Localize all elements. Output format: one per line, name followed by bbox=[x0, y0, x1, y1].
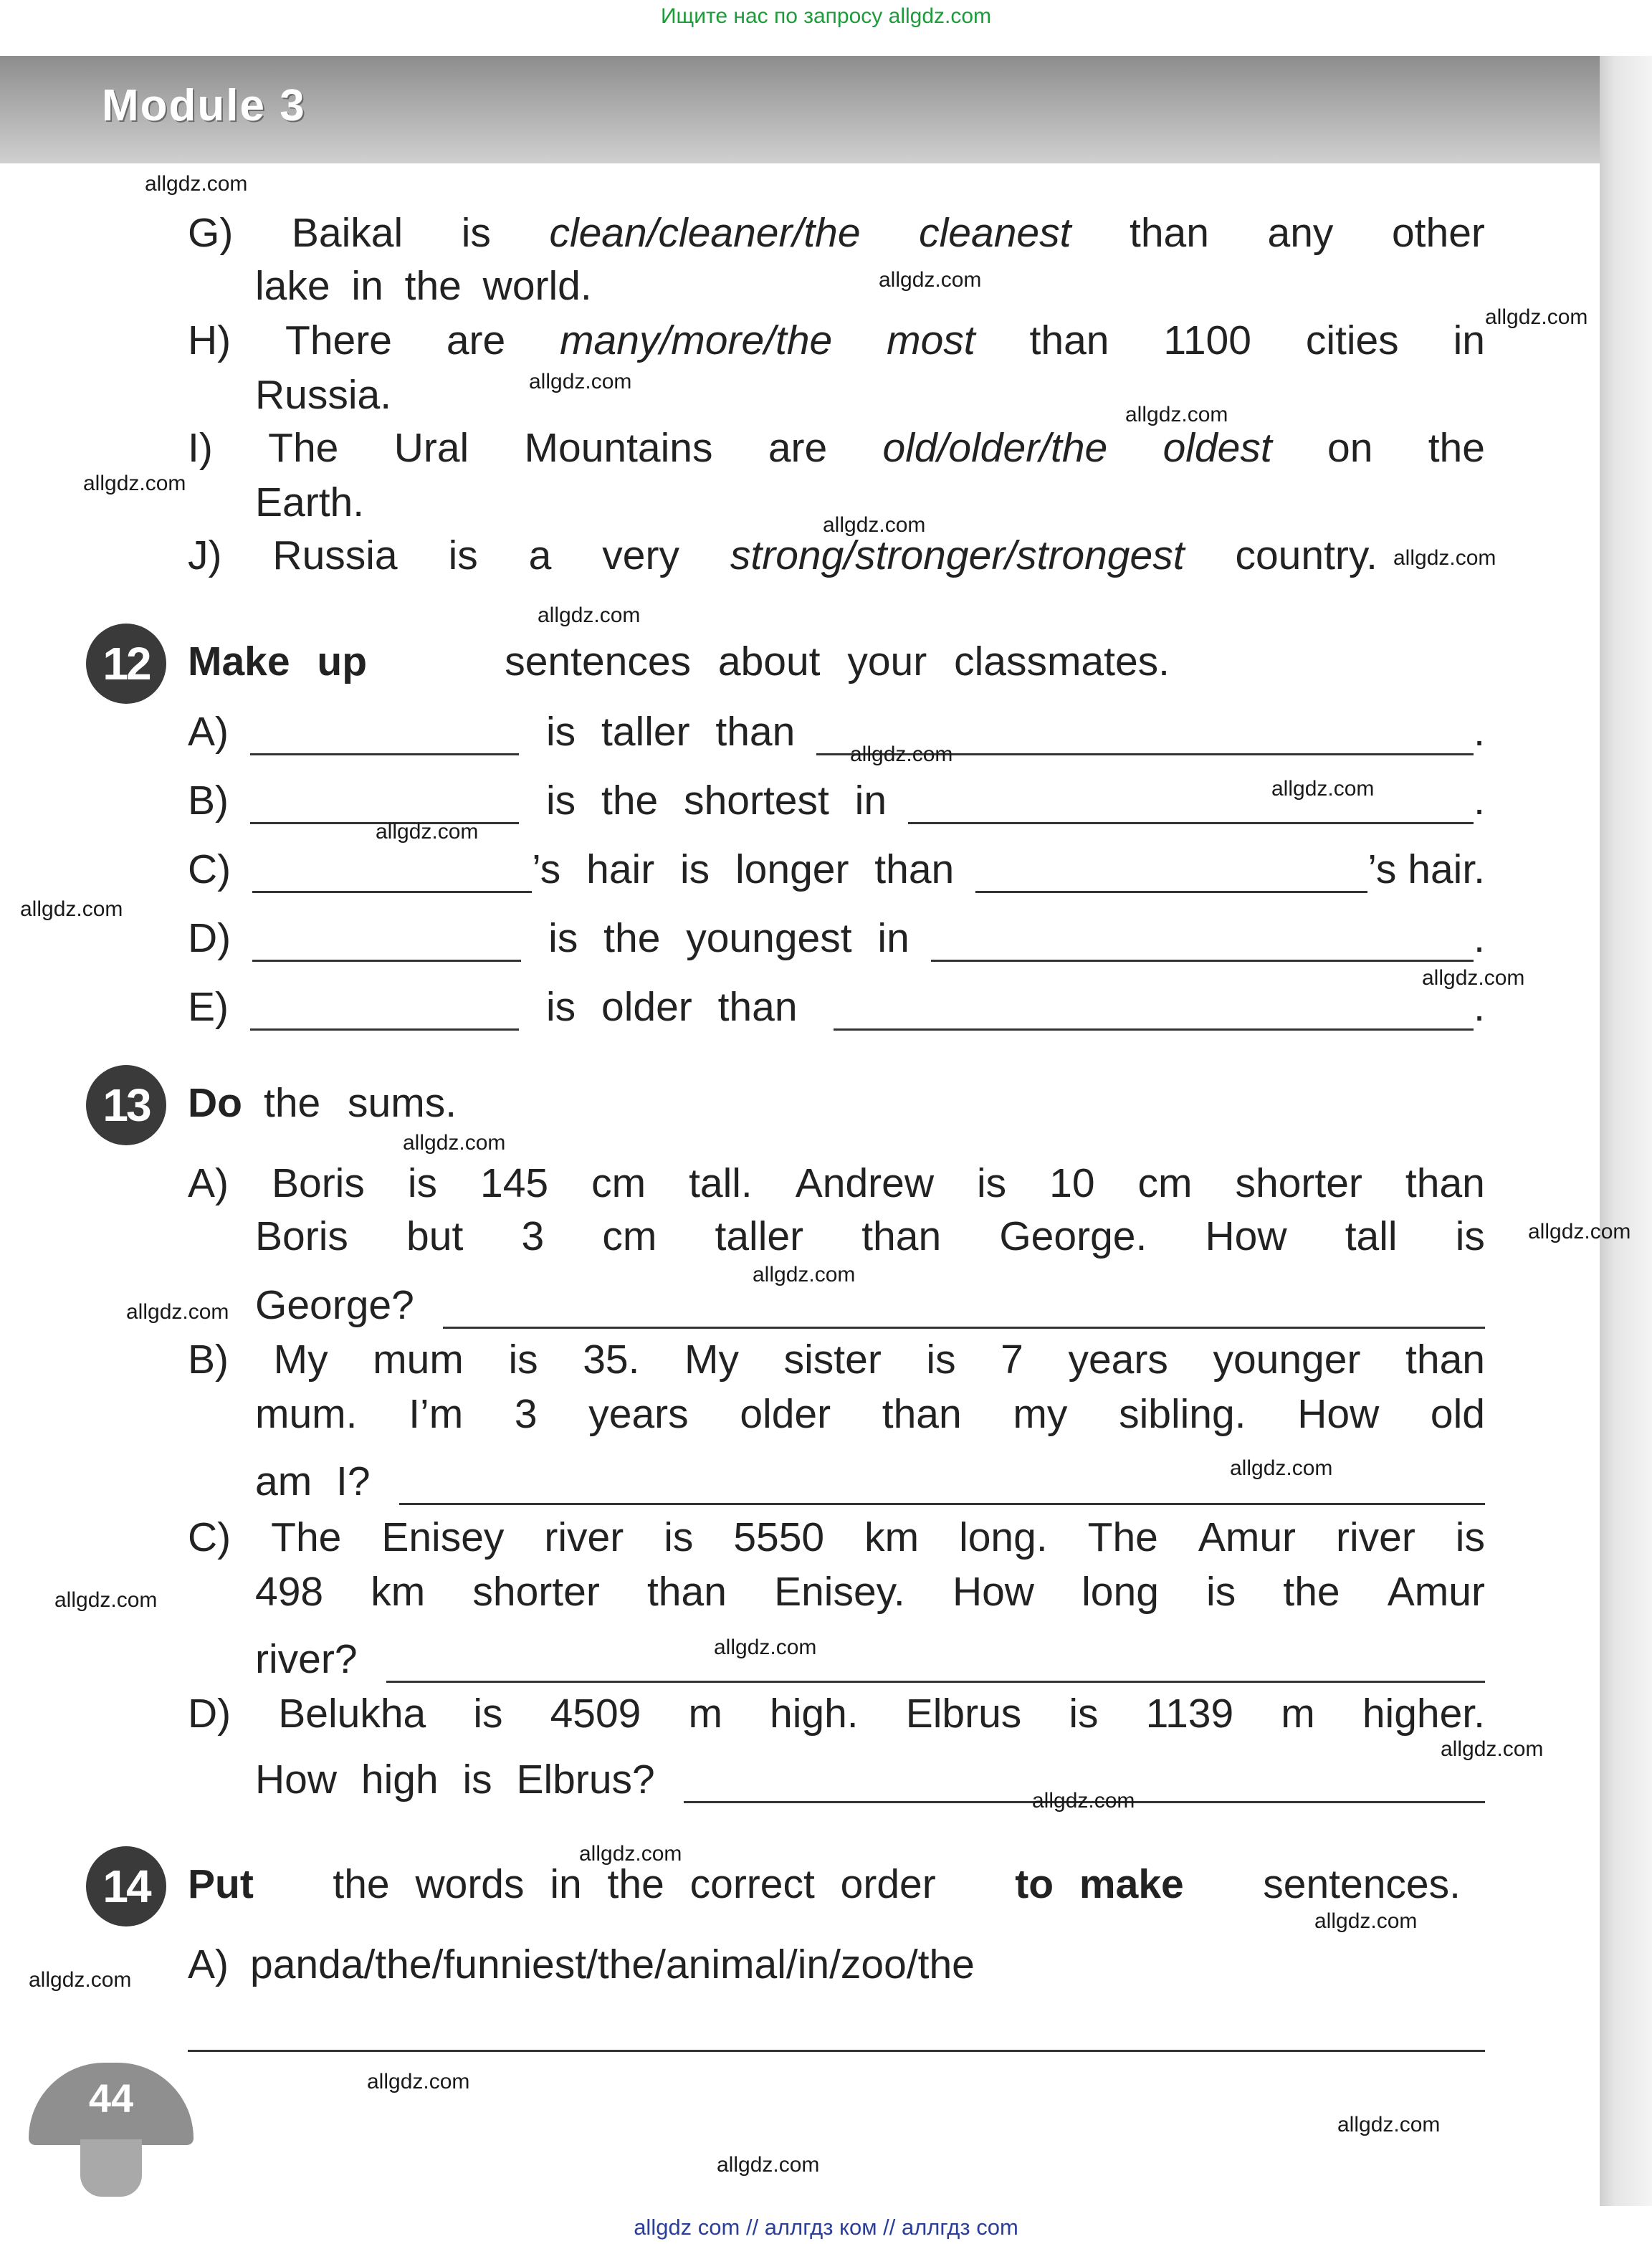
scrambled-words: panda/the/funniest/the/animal/in/zoo/the bbox=[250, 1942, 975, 1987]
ex12-item-e bbox=[188, 983, 1485, 1031]
exercise-12-number: 12 bbox=[86, 624, 166, 704]
word: Belukha bbox=[278, 1691, 426, 1737]
bottom-watermark-banner[interactable]: allgdz com // аллгдз ком // аллгдз com bbox=[634, 2215, 1018, 2240]
word: river bbox=[544, 1514, 624, 1560]
word: is bbox=[473, 1691, 503, 1737]
word: is bbox=[664, 1514, 694, 1560]
item-label: A) bbox=[188, 1160, 229, 1206]
word: 10 bbox=[1049, 1160, 1095, 1206]
word: shorter bbox=[472, 1569, 600, 1615]
ex13-a-line2 bbox=[255, 1213, 1485, 1260]
answer-blank[interactable] bbox=[931, 925, 1474, 962]
page-edge-shadow bbox=[1600, 56, 1652, 2206]
sentence-end: . bbox=[1474, 778, 1485, 823]
word: a bbox=[528, 533, 552, 578]
watermark-text: allgdz.com bbox=[1230, 1456, 1333, 1480]
word: m bbox=[688, 1691, 722, 1737]
word: cm bbox=[1137, 1160, 1193, 1206]
item-label: A) bbox=[188, 1942, 229, 1987]
word: mum. bbox=[255, 1391, 358, 1437]
watermark-text: allgdz.com bbox=[714, 1636, 817, 1659]
ex12-item-c bbox=[188, 846, 1485, 893]
answer-blank[interactable] bbox=[834, 994, 1474, 1031]
watermark-text: allgdz.com bbox=[367, 2070, 470, 2093]
sentence-text: is taller than bbox=[546, 709, 796, 755]
answer-blank[interactable] bbox=[975, 856, 1367, 893]
word: than bbox=[1405, 1160, 1485, 1206]
word: than bbox=[1405, 1337, 1485, 1383]
word: very bbox=[602, 533, 679, 578]
answer-blank[interactable] bbox=[252, 925, 521, 962]
ex13-a-line3 bbox=[255, 1281, 1485, 1329]
word: than bbox=[1029, 317, 1109, 363]
ex12-item-d bbox=[188, 915, 1485, 962]
word: tall bbox=[1345, 1213, 1398, 1259]
ex11-i-line1 bbox=[188, 424, 1485, 472]
word: The bbox=[1087, 1514, 1158, 1560]
answer-blank[interactable] bbox=[250, 788, 519, 824]
word: higher. bbox=[1362, 1691, 1485, 1737]
choice-words: many/more/the bbox=[560, 317, 833, 363]
word: 145 bbox=[480, 1160, 549, 1206]
watermark-text: allgdz.com bbox=[850, 743, 953, 766]
watermark-text: allgdz.com bbox=[823, 513, 926, 537]
ex14-item-a bbox=[188, 1941, 975, 1988]
watermark-text: allgdz.com bbox=[753, 1263, 856, 1286]
item-label: I) bbox=[188, 425, 213, 471]
watermark-text: allgdz.com bbox=[20, 897, 123, 921]
word: than bbox=[861, 1213, 942, 1259]
word: Russia bbox=[272, 533, 398, 578]
ex11-g-line1 bbox=[188, 209, 1485, 257]
watermark-text: allgdz.com bbox=[1314, 1909, 1418, 1933]
ex13-instruction bbox=[188, 1079, 457, 1127]
instruction-text: the words in the correct order bbox=[333, 1861, 936, 1907]
ex13-c-line1 bbox=[188, 1514, 1485, 1561]
word: is bbox=[1455, 1514, 1485, 1560]
ex13-a-line1 bbox=[188, 1160, 1485, 1207]
choice-words: old/older/the bbox=[882, 425, 1108, 471]
word: but bbox=[406, 1213, 464, 1259]
word: any bbox=[1267, 210, 1334, 256]
sentence-text: is the youngest in bbox=[548, 915, 909, 961]
instruction-text: sentences. bbox=[1263, 1861, 1461, 1907]
word: river bbox=[1336, 1514, 1415, 1560]
ex11-g-line2: lake in the world. bbox=[255, 263, 592, 309]
ex11-i-line2: Earth. bbox=[255, 479, 365, 525]
question-word: river? bbox=[255, 1636, 358, 1682]
exercise-13-number: 13 bbox=[86, 1065, 166, 1145]
instruction-bold: Put bbox=[188, 1861, 254, 1907]
ex13-b-line2 bbox=[255, 1390, 1485, 1438]
word: other bbox=[1391, 210, 1485, 256]
word: 3 bbox=[521, 1213, 545, 1259]
word: on bbox=[1327, 425, 1373, 471]
watermark-text: allgdz.com bbox=[1271, 777, 1375, 801]
word: km bbox=[371, 1569, 426, 1615]
word: How bbox=[1297, 1391, 1380, 1437]
word: 498 bbox=[255, 1569, 324, 1615]
choice-words: clean/cleaner/the bbox=[549, 210, 861, 256]
question-word: am I? bbox=[255, 1458, 371, 1504]
word: country. bbox=[1235, 533, 1378, 578]
watermark-text: allgdz.com bbox=[1441, 1737, 1544, 1761]
choice-words: cleanest bbox=[919, 210, 1071, 256]
word: km bbox=[864, 1514, 920, 1560]
instruction-bold: to make bbox=[1015, 1861, 1184, 1907]
watermark-text: allgdz.com bbox=[83, 472, 186, 495]
word: Andrew bbox=[795, 1160, 935, 1206]
word: are bbox=[768, 425, 828, 471]
watermark-text: allgdz.com bbox=[1032, 1789, 1135, 1813]
word: is bbox=[977, 1160, 1007, 1206]
word: high. bbox=[770, 1691, 859, 1737]
word: is bbox=[407, 1160, 438, 1206]
item-label: C) bbox=[188, 1514, 231, 1560]
word: Boris bbox=[255, 1213, 348, 1259]
word: How bbox=[952, 1569, 1034, 1615]
question-text: How high is Elbrus? bbox=[255, 1757, 655, 1803]
watermark-text: allgdz.com bbox=[1485, 305, 1588, 329]
watermark-text: allgdz.com bbox=[529, 370, 632, 393]
word: than bbox=[646, 1569, 727, 1615]
word: Enisey bbox=[381, 1514, 505, 1560]
ex12-instruction bbox=[188, 638, 1170, 685]
sentence-end: . bbox=[1474, 709, 1485, 755]
module-title: Module 3 bbox=[102, 81, 306, 130]
answer-blank[interactable] bbox=[386, 1646, 1485, 1683]
exercise-14-number: 14 bbox=[86, 1846, 166, 1927]
word: cm bbox=[591, 1160, 646, 1206]
word: 4509 bbox=[550, 1691, 641, 1737]
word: My bbox=[273, 1337, 328, 1383]
sentence-end: . bbox=[1474, 984, 1485, 1030]
word: old bbox=[1430, 1391, 1485, 1437]
ex13-c-line2 bbox=[255, 1568, 1485, 1615]
word: younger bbox=[1213, 1337, 1361, 1383]
ex13-c-line3 bbox=[255, 1636, 1485, 1683]
answer-blank[interactable] bbox=[252, 856, 532, 893]
word: the bbox=[1428, 425, 1485, 471]
word: shorter bbox=[1235, 1160, 1362, 1206]
word: Elbrus bbox=[905, 1691, 1022, 1737]
word: The bbox=[268, 425, 339, 471]
sentence-text: is the shortest in bbox=[546, 778, 887, 823]
watermark-text: allgdz.com bbox=[403, 1131, 506, 1155]
word: is bbox=[1206, 1569, 1236, 1615]
ex13-b-line1 bbox=[188, 1336, 1485, 1383]
word: older bbox=[740, 1391, 831, 1437]
word: 35. bbox=[583, 1337, 640, 1383]
word: 1100 bbox=[1163, 317, 1251, 363]
sentence-end: ’s hair. bbox=[1367, 846, 1485, 892]
word: The bbox=[271, 1514, 342, 1560]
word: sister bbox=[783, 1337, 882, 1383]
ex11-j-line1 bbox=[188, 532, 1378, 579]
word: tall. bbox=[689, 1160, 753, 1206]
word: long bbox=[1082, 1569, 1159, 1615]
watermark-text: allgdz.com bbox=[717, 2153, 820, 2177]
sentence-text: is older than bbox=[546, 984, 798, 1030]
word: mum bbox=[373, 1337, 464, 1383]
word: are bbox=[446, 317, 506, 363]
page-number: 44 bbox=[88, 2076, 134, 2121]
word: the bbox=[1283, 1569, 1340, 1615]
item-label: G) bbox=[188, 210, 234, 256]
word: Amur bbox=[1198, 1514, 1297, 1560]
watermark-text: allgdz.com bbox=[879, 268, 982, 292]
word: My bbox=[684, 1337, 740, 1383]
word: taller bbox=[715, 1213, 804, 1259]
ex13-d-line2 bbox=[255, 1756, 1485, 1803]
watermark-text: allgdz.com bbox=[126, 1300, 229, 1324]
item-label: E) bbox=[188, 984, 229, 1030]
word: 7 bbox=[1001, 1337, 1023, 1383]
item-label: D) bbox=[188, 915, 231, 961]
word: I’m bbox=[409, 1391, 464, 1437]
word: is bbox=[926, 1337, 956, 1383]
word: years bbox=[588, 1391, 689, 1437]
word: 3 bbox=[514, 1391, 538, 1437]
word: is bbox=[1455, 1213, 1485, 1259]
choice-words: most bbox=[887, 317, 975, 363]
word: Amur bbox=[1387, 1569, 1485, 1615]
word: Ural bbox=[393, 425, 469, 471]
ex11-h-line2: Russia. bbox=[255, 372, 392, 418]
word: cm bbox=[602, 1213, 657, 1259]
item-label: C) bbox=[188, 846, 231, 892]
item-label: B) bbox=[188, 1337, 229, 1383]
word: There bbox=[285, 317, 392, 363]
answer-line[interactable] bbox=[188, 2050, 1485, 2052]
ex13-d-line1 bbox=[188, 1690, 1485, 1737]
word: cities bbox=[1305, 317, 1399, 363]
word: Mountains bbox=[524, 425, 713, 471]
ex14-instruction bbox=[188, 1861, 1461, 1908]
word: in bbox=[1453, 317, 1485, 363]
ex11-h-line1 bbox=[188, 317, 1485, 364]
item-label: A) bbox=[188, 709, 229, 755]
sentence-end: . bbox=[1474, 915, 1485, 961]
instruction-text: sentences about your classmates. bbox=[505, 639, 1170, 684]
watermark-text: allgdz.com bbox=[145, 172, 248, 196]
answer-blank[interactable] bbox=[250, 719, 519, 755]
item-label: J) bbox=[188, 533, 222, 578]
watermark-text: allgdz.com bbox=[376, 820, 479, 844]
question-word: George? bbox=[255, 1282, 414, 1328]
word: How bbox=[1205, 1213, 1287, 1259]
item-label: B) bbox=[188, 778, 229, 823]
top-watermark-banner[interactable]: Ищите нас по запросу allgdz.com bbox=[660, 4, 992, 28]
word: Boris bbox=[271, 1160, 365, 1206]
watermark-text: allgdz.com bbox=[1528, 1220, 1631, 1243]
word: m bbox=[1281, 1691, 1315, 1737]
choice-words: strong/stronger/strongest bbox=[730, 533, 1185, 578]
instruction-bold: Do bbox=[188, 1080, 242, 1126]
word: 5550 bbox=[733, 1514, 825, 1560]
watermark-text: allgdz.com bbox=[538, 603, 641, 627]
word: George. bbox=[999, 1213, 1147, 1259]
word: than bbox=[1130, 210, 1209, 256]
watermark-text: allgdz.com bbox=[1337, 2113, 1441, 2136]
ex12-item-a bbox=[188, 708, 1485, 755]
word: my bbox=[1013, 1391, 1068, 1437]
word: Enisey. bbox=[774, 1569, 905, 1615]
watermark-text: allgdz.com bbox=[54, 1588, 158, 1612]
instruction-bold: Make up bbox=[188, 639, 368, 684]
word: years bbox=[1068, 1337, 1168, 1383]
answer-blank[interactable] bbox=[908, 788, 1474, 824]
watermark-text: allgdz.com bbox=[1125, 403, 1228, 426]
word: than bbox=[882, 1391, 962, 1437]
word: sibling. bbox=[1119, 1391, 1246, 1437]
watermark-text: allgdz.com bbox=[1422, 966, 1525, 990]
answer-blank[interactable] bbox=[443, 1292, 1485, 1329]
watermark-text: allgdz.com bbox=[579, 1842, 682, 1866]
word: is bbox=[508, 1337, 538, 1383]
word: long. bbox=[959, 1514, 1048, 1560]
item-label: H) bbox=[188, 317, 231, 363]
word: Baikal bbox=[291, 210, 404, 256]
word: is bbox=[448, 533, 478, 578]
word: is bbox=[461, 210, 491, 256]
word: 1139 bbox=[1145, 1691, 1234, 1737]
watermark-text: allgdz.com bbox=[29, 1968, 132, 1992]
mushroom-stem-icon bbox=[80, 2139, 142, 2197]
watermark-text: allgdz.com bbox=[1393, 546, 1496, 570]
answer-blank[interactable] bbox=[250, 994, 519, 1031]
word: is bbox=[1069, 1691, 1099, 1737]
instruction-text: the sums. bbox=[263, 1080, 457, 1126]
choice-words: oldest bbox=[1162, 425, 1272, 471]
sentence-text: ’s hair is longer than bbox=[532, 846, 955, 892]
item-label: D) bbox=[188, 1691, 231, 1737]
